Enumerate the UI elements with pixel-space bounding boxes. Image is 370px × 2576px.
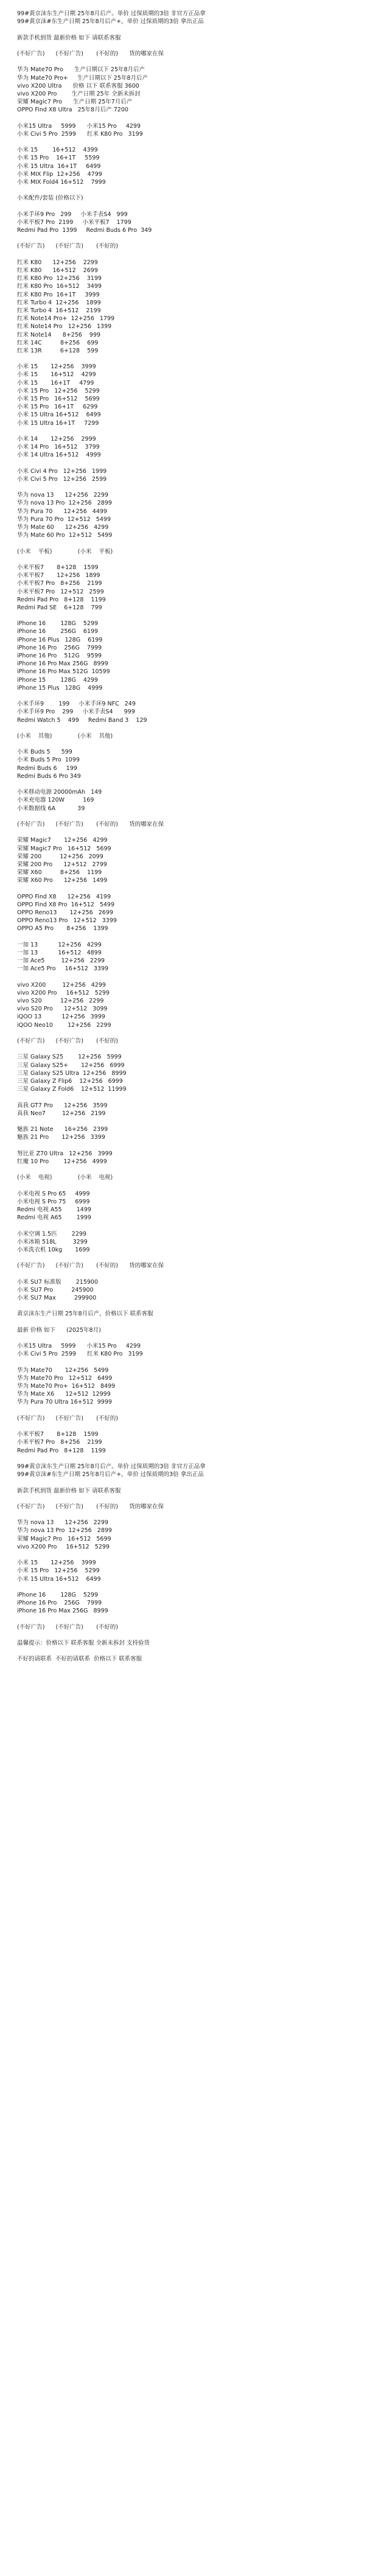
text-line: (小米 平板) (小米 平板): [17, 548, 113, 555]
text-line: 华为 Mate 60 Pro 12+512 5499: [17, 532, 113, 539]
blank-line: [17, 780, 353, 788]
text-line: 小米 15 16+1T 4799: [17, 379, 94, 387]
text-line: OPPO Reno13 Pro 12+512 3399: [17, 917, 117, 925]
blank-line: [17, 1551, 353, 1559]
text-line: vivo S20 12+256 2299: [17, 998, 104, 1005]
text-line: 努比亚 Z70 Ultra 12+256 3999: [17, 1150, 113, 1157]
blank-line: [17, 1029, 353, 1037]
blank-line: [17, 1615, 353, 1623]
text-line: 小米移动电源 20000mAh 149: [17, 789, 102, 796]
text-line: 小米平板7 12+256 1899: [17, 572, 100, 579]
blank-line: [17, 26, 353, 33]
blank-line: [17, 884, 353, 892]
text-line: OPPO Find X8 Pro 16+512 5499: [17, 901, 115, 908]
text-line: vivo X200 12+256 4299: [17, 981, 106, 989]
text-line: 华为 nova 13 Pro 12+256 2899: [17, 1527, 112, 1535]
text-line: 小米 14 Pro 16+512 3799: [17, 444, 100, 451]
blank-line: [17, 1045, 353, 1053]
text-line: 荣耀 200 12+256 2099: [17, 853, 103, 860]
text-line: 真我 GT7 Pro 12+256 3599: [17, 1102, 108, 1109]
text-line: 一加 13 12+256 4299: [17, 941, 102, 948]
blank-line: [17, 1455, 353, 1463]
text-line: 99#黄京沫#东生产日期 25年8月后产+，单价 过保质期的3倍 拿出正品: [17, 18, 204, 26]
blank-line: [17, 1254, 353, 1262]
text-line: iPhone 16 Pro Max 256G 8999: [17, 660, 108, 668]
blank-line: [17, 1511, 353, 1519]
text-line: (不好广告) (不好广告) (不好的): [17, 1623, 118, 1631]
blank-line: [17, 1181, 353, 1189]
text-line: vivo X200 Ultra 价格 以下 联系客服 3600: [17, 82, 139, 89]
blank-line: [17, 1334, 353, 1342]
text-line: (不好广告) (不好广告) (不好的): [17, 1415, 118, 1422]
blank-line: [17, 1318, 353, 1326]
text-line: 小米 SU7 Max 299900: [17, 1295, 97, 1301]
text-line: 三星 Galaxy S25 12+256 5999: [17, 1054, 122, 1061]
text-line: iPhone 16 Plus 128G 6199: [17, 636, 103, 643]
blank-line: [17, 539, 353, 547]
text-line: 小米15 Ultra 5999 小米15 Pro 4299: [17, 1343, 141, 1350]
blank-line: [17, 483, 353, 491]
text-line: 新款手机到货 最新价格 如下 请联系客服: [17, 1487, 121, 1494]
text-line: (不好广告) (不好广告) (不好的): [17, 1038, 118, 1045]
text-line: 小米 Civi 4 Pro 12+256 1999: [17, 467, 107, 475]
blank-line: [17, 973, 353, 981]
text-line: 小米 15 Ultra 16+512 6499: [17, 1575, 101, 1583]
text-line: 一加 Ace5 Pro 16+512 3399: [17, 965, 109, 973]
text-line: OPPO Find X8 12+256 4199: [17, 893, 111, 900]
text-line: vivo X200 Pro 16+512 5299: [17, 989, 110, 996]
text-line: 小米充电器 120W 169: [17, 797, 94, 804]
blank-line: [17, 556, 353, 564]
blank-line: [17, 355, 353, 363]
text-line: iPhone 16 256G 6199: [17, 628, 99, 635]
text-line: 小米 15 12+256 3999: [17, 1559, 96, 1567]
text-line: 小米手环9 199 小米手环9 NFC 249: [17, 701, 136, 708]
text-line: 华为 Mate70 12+256 5499: [17, 1367, 109, 1374]
text-line: 华为 nova 13 12+256 2299: [17, 1519, 108, 1527]
text-line: 红米 14C 8+256 699: [17, 339, 99, 346]
text-line: (不好广告) (不好广告) (不好的) 货的哪家在保: [17, 1262, 164, 1270]
text-line: 红米 K80 12+256 2299: [17, 259, 98, 266]
text-line: 红米 Turbo 4 16+512 2199: [17, 307, 101, 314]
text-line: vivo X200 Pro 16+512 5299: [17, 1543, 110, 1550]
text-line: 小米空调 1.5匹 2299: [17, 1230, 86, 1237]
text-line: iPhone 15 Plus 128G 4999: [17, 684, 103, 691]
blank-line: [17, 203, 353, 211]
text-line: 红米 K80 Pro 16+512 3499: [17, 283, 102, 290]
blank-line: [17, 1141, 353, 1149]
text-line: iPhone 16 Pro Max 256G 8999: [17, 1608, 108, 1615]
text-line: 99#黄京沫#东生产日期 25年8月后产+，单价 过保质期的3倍 拿出正品: [17, 1471, 204, 1479]
text-line: 魅族 21 Pro 12+256 3399: [17, 1134, 105, 1141]
text-line: 荣耀 X60 8+256 1199: [17, 869, 102, 877]
text-line: 红米 K80 Pro 16+1T 3999: [17, 291, 100, 298]
text-line: 小米 15 Ultra 16+1T 7299: [17, 419, 99, 427]
text-line: 小米 15 Pro 16+1T 6299: [17, 404, 98, 411]
text-line: 小米电视 S Pro 75 6999: [17, 1198, 90, 1205]
blank-line: [17, 1302, 353, 1310]
blank-line: [17, 1423, 353, 1430]
text-line: 小米 14 12+256 2999: [17, 435, 96, 443]
text-line: vivo X200 Pro 生产日期 25年 全新未拆封: [17, 90, 141, 97]
text-line: 华为 Mate70 Pro+ 16+512 8499: [17, 1383, 116, 1390]
text-line: 三星 Galaxy Z Fold6 12+512 11999: [17, 1086, 127, 1093]
text-line: iQOO 13 12+256 3999: [17, 1013, 105, 1021]
text-line: 小米 SU7 标准版 215900: [17, 1278, 98, 1286]
text-line: 不好的请联系 不好的请联系 价格以下 联系客服: [17, 1656, 142, 1663]
blank-line: [17, 1118, 353, 1125]
blank-line: [17, 58, 353, 66]
blank-line: [17, 612, 353, 620]
blank-line: [17, 692, 353, 700]
text-line: 小米 SU7 Pro 245900: [17, 1286, 94, 1293]
text-line: OPPO A5 Pro 8+256 1399: [17, 925, 108, 933]
text-line: 小米平板7 Pro 12+512 2599: [17, 588, 104, 595]
blank-line: [17, 186, 353, 194]
blank-line: [17, 427, 353, 435]
text-line: Redmi 电视 A65 1999: [17, 1214, 91, 1222]
text-line: Redmi Pad SE 6+128 799: [17, 604, 102, 611]
text-line: 荣耀 Magic7 Pro 16+512 5699: [17, 845, 111, 852]
text-line: 小米 15 Ultra 16+512 6499: [17, 411, 101, 419]
text-line: 小米手环9 Pro 299 小米手表S4 999: [17, 709, 135, 716]
blank-line: [17, 1359, 353, 1367]
document-body: [17, 10, 353, 1664]
text-line: 华为 nova 13 Pro 12+256 2899: [17, 500, 112, 507]
text-line: 小米配件/套装 (价格以下): [17, 195, 83, 202]
text-line: 小米平板7 8+128 1599: [17, 1431, 99, 1438]
text-line: 小米手环9 Pro 299 小米手表S4 999: [17, 211, 128, 218]
text-line: 魅族 21 Note 16+256 2399: [17, 1126, 108, 1133]
blank-line: [17, 1166, 353, 1174]
text-line: Redmi Buds 6 Pro 349: [17, 772, 81, 780]
text-line: 红米 Note14 8+256 999: [17, 331, 101, 338]
text-line: 荣耀 X60 Pro 12+256 1499: [17, 877, 108, 884]
text-line: 小米 14 Ultra 16+512 4999: [17, 452, 101, 459]
text-line: 华为 Mate 60 12+256 4299: [17, 524, 109, 531]
text-line: 一加 Ace5 12+256 2299: [17, 957, 105, 965]
text-line: 华为 Mate70 Pro 12+512 6499: [17, 1374, 113, 1382]
text-line: 小米 15 Pro 12+256 5299: [17, 387, 100, 394]
text-line: 华为 Pura 70 Ultra 16+512 9999: [17, 1399, 112, 1406]
text-line: 华为 Pura 70 Pro 12+512 5499: [17, 516, 111, 523]
text-line: Redmi Pad Pro 1399 Redmi Buds 6 Pro 349: [17, 227, 152, 234]
text-line: 最新 价格 如下 (2025年8月): [17, 1326, 101, 1334]
text-line: (不好广告) (不好广告) (不好的) 货的哪家在保: [17, 50, 164, 57]
text-line: 小米冰箱 518L 3299: [17, 1238, 88, 1245]
text-line: 小米15 Ultra 5999 小米15 Pro 4299: [17, 122, 141, 130]
text-line: 小米 Buds 5 599: [17, 749, 72, 756]
text-line: OPPO Find X8 Ultra 25年8月后产 7200: [17, 107, 128, 114]
text-line: 红米 Turbo 4 12+256 1899: [17, 299, 101, 306]
blank-line: [17, 813, 353, 821]
text-line: 小米电视 S Pro 65 4999: [17, 1190, 90, 1197]
text-line: 红米 K80 Pro 12+256 3199: [17, 275, 102, 282]
text-line: (不好广告) (不好广告) (不好的) 货的哪家在保: [17, 1503, 164, 1510]
text-line: 红米 K80 16+512 2699: [17, 267, 98, 274]
blank-line: [17, 251, 353, 259]
blank-line: [17, 1631, 353, 1639]
text-line: 华为 nova 13 12+256 2299: [17, 492, 108, 499]
text-line: (小米 其他) (小米 其他): [17, 732, 113, 740]
text-line: 99#黄京沫东生产日期 25年8月后产。单价 过保质期的3倍 非官方正品拿: [17, 10, 206, 17]
text-line: 荣耀 Magic7 Pro 生产日期 25年7月后产: [17, 99, 133, 106]
blank-line: [17, 1270, 353, 1278]
text-line: iPhone 16 128G 5299: [17, 620, 99, 628]
blank-line: [17, 1479, 353, 1486]
blank-line: [17, 724, 353, 732]
text-line: iPhone 16 Pro 512G 9599: [17, 653, 102, 659]
blank-line: [17, 234, 353, 242]
text-line: 小米平板7 8+128 1599: [17, 564, 99, 571]
text-line: 小米 Civi 5 Pro 2599 红米 K80 Pro 3199: [17, 1351, 143, 1358]
text-line: iPhone 16 Pro 256G 7999: [17, 1600, 102, 1607]
text-line: 99#黄京沫东生产日期 25年8月后产。单价 过保质期的3倍 非官方正品拿: [17, 1463, 206, 1470]
text-line: 小米平板7 Pro 8+256 2199: [17, 1439, 102, 1446]
text-line: 小米平板7 Pro 8+256 2199: [17, 580, 102, 587]
text-line: 红米 Note14 Pro+ 12+256 1799: [17, 315, 115, 323]
text-line: 小米 15 Pro 12+256 5299: [17, 1567, 100, 1575]
text-line: 小米 MIX Flip 12+256 4799: [17, 170, 102, 178]
text-line: 三星 Galaxy S25 Ultra 12+256 8999: [17, 1069, 127, 1077]
text-line: 小米 MIX Fold4 16+512 7999: [17, 178, 106, 186]
text-line: 温馨提示：价格以下 联系客服 全新未拆封 支持验货: [17, 1640, 150, 1647]
text-line: OPPO Reno13 12+256 2699: [17, 909, 113, 916]
text-line: 荣耀 Magic7 Pro 16+512 5699: [17, 1535, 111, 1542]
text-line: 小米 Buds 5 Pro 1099: [17, 757, 80, 764]
text-line: iPhone 16 Pro Max 512G 10599: [17, 668, 110, 676]
text-line: 小米 Civi 5 Pro 12+256 2599: [17, 475, 107, 483]
text-line: 三星 Galaxy Z Flip6 12+256 6999: [17, 1077, 123, 1085]
text-line: 三星 Galaxy S25+ 12+256 6999: [17, 1062, 125, 1069]
text-line: 新款手机到货 最新价格 如下 请联系客服: [17, 34, 121, 41]
text-line: 小米平板7 Pro 2199 小米平板7 1799: [17, 219, 131, 226]
text-line: 红米 13R 6+128 599: [17, 347, 99, 354]
blank-line: [17, 740, 353, 748]
blank-line: [17, 42, 353, 50]
text-line: 小米 15 Ultra 16+1T 6499: [17, 163, 101, 170]
blank-line: [17, 1093, 353, 1101]
blank-line: [17, 138, 353, 146]
blank-line: [17, 828, 353, 836]
blank-line: [17, 1647, 353, 1655]
text-line: 小米 15 16+512 4299: [17, 371, 96, 379]
text-line: 小米 15 Pro 16+1T 5599: [17, 155, 100, 162]
text-line: 红米 Note14 Pro 12+256 1399: [17, 323, 112, 331]
text-line: 小米数据线 6A 39: [17, 805, 85, 812]
text-line: 小米洗衣机 10kg 1699: [17, 1246, 90, 1253]
text-line: 红魔 10 Pro 12+256 4999: [17, 1158, 107, 1165]
text-line: Redmi Pad Pro 8+128 1199: [17, 596, 106, 603]
text-line: 小米 15 Pro 16+512 5699: [17, 396, 100, 402]
text-line: iPhone 15 128G 4299: [17, 676, 99, 684]
text-line: iPhone 16 Pro 256G 7999: [17, 644, 102, 651]
text-line: 黄京沫东生产日期 25年8月后产，价格以下 联系客服: [17, 1311, 153, 1318]
text-line: (不好广告) (不好广告) (不好的): [17, 243, 118, 250]
text-line: 小米 15 16+512 4399: [17, 147, 98, 154]
blank-line: [17, 1495, 353, 1503]
text-line: Redmi Buds 6 199: [17, 765, 77, 772]
text-line: 真我 Neo7 12+256 2199: [17, 1110, 106, 1117]
text-line: 荣耀 Magic7 12+256 4299: [17, 837, 108, 844]
text-line: vivo S20 Pro 12+512 3099: [17, 1006, 108, 1013]
text-line: 荣耀 200 Pro 12+512 2799: [17, 861, 107, 868]
blank-line: [17, 1407, 353, 1415]
text-line: Redmi Watch 5 499 Redmi Band 3 129: [17, 716, 147, 724]
text-line: 华为 Mate70 Pro 生产日期以下 25年8月后产: [17, 66, 145, 74]
blank-line: [17, 933, 353, 941]
text-line: 华为 Mate70 Pro+ 生产日期以下 25年8月后产: [17, 74, 148, 82]
text-line: 一加 13 16+512 4899: [17, 949, 102, 956]
blank-line: [17, 114, 353, 122]
text-line: (小米 电视) (小米 电视): [17, 1174, 113, 1181]
text-line: iQOO Neo10 12+256 2299: [17, 1021, 111, 1029]
blank-line: [17, 460, 353, 467]
text-line: 华为 Pura 70 12+256 4499: [17, 508, 107, 515]
blank-line: [17, 1222, 353, 1230]
text-line: (不好广告) (不好广告) (不好的) 货的哪家在保: [17, 821, 164, 828]
blank-line: [17, 1583, 353, 1591]
text-line: Redmi Pad Pro 8+128 1199: [17, 1447, 106, 1454]
text-line: Redmi 电视 A55 1499: [17, 1206, 91, 1213]
text-line: 小米 Civi 5 Pro 2599 红米 K80 Pro 3199: [17, 130, 143, 138]
text-line: iPhone 16 128G 5299: [17, 1591, 99, 1598]
text-line: 华为 Mate X6 12+512 12999: [17, 1391, 111, 1398]
text-line: 小米 15 12+256 3999: [17, 363, 96, 371]
